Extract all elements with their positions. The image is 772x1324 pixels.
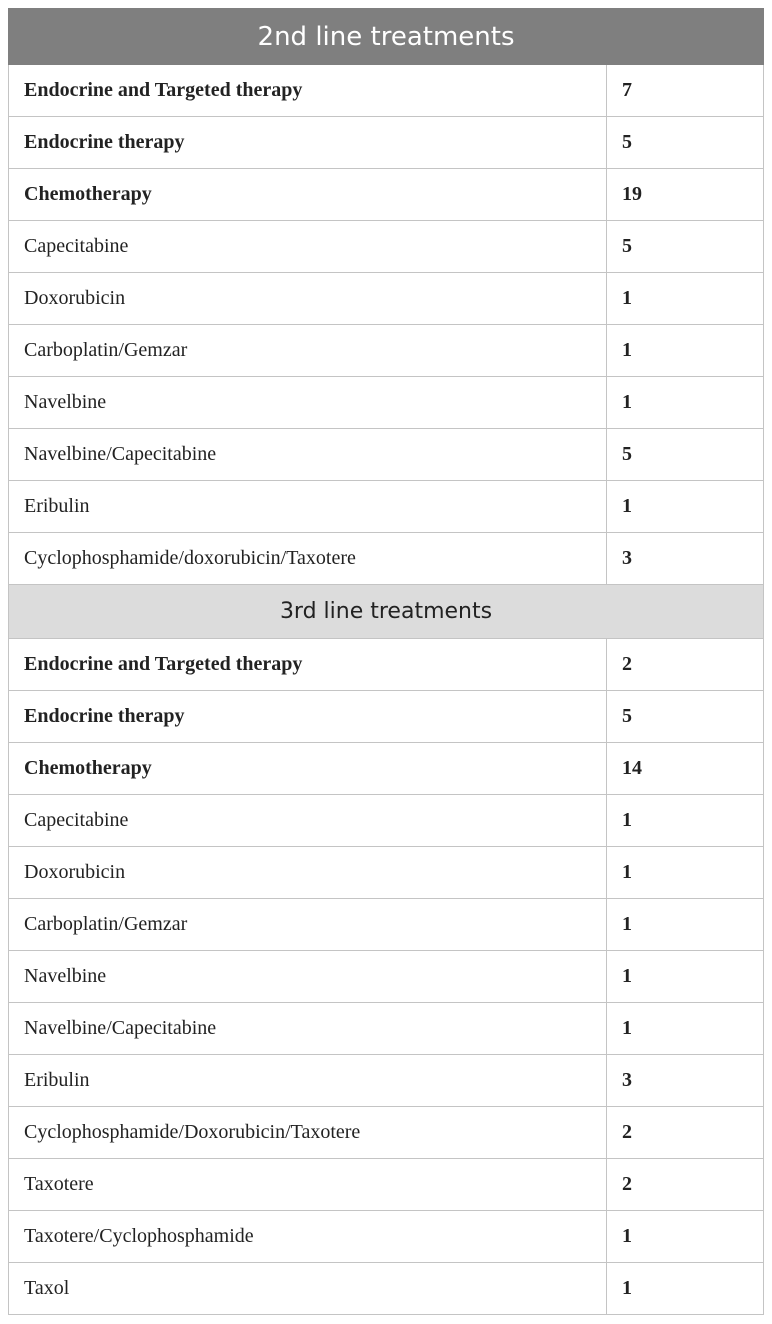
treatment-count: 1 (607, 847, 764, 899)
treatment-label: Navelbine (9, 377, 607, 429)
table-row (9, 847, 764, 899)
table-row (9, 1003, 764, 1055)
treatment-count: 1 (607, 951, 764, 1003)
section-title: 2nd line treatments (9, 9, 764, 65)
table-row (9, 481, 764, 533)
treatment-label: Capecitabine (9, 221, 607, 273)
treatment-count: 2 (607, 1159, 764, 1211)
table-row (9, 1263, 764, 1315)
treatment-label: Capecitabine (9, 795, 607, 847)
section-header-row (9, 9, 764, 65)
treatment-count: 1 (607, 1003, 764, 1055)
treatment-label: Cyclophosphamide/doxorubicin/Taxotere (9, 533, 607, 585)
table-row (9, 1211, 764, 1263)
table-row (9, 273, 764, 325)
treatment-label: Carboplatin/Gemzar (9, 325, 607, 377)
treatment-count: 1 (607, 325, 764, 377)
treatment-label: Taxotere (9, 1159, 607, 1211)
treatment-label: Chemotherapy (9, 169, 607, 221)
section-title: 3rd line treatments (9, 585, 764, 639)
treatment-label: Doxorubicin (9, 273, 607, 325)
treatment-count: 14 (607, 743, 764, 795)
treatment-count: 1 (607, 273, 764, 325)
treatment-count: 1 (607, 899, 764, 951)
treatment-count: 19 (607, 169, 764, 221)
section-header-row (9, 585, 764, 639)
treatment-label: Navelbine/Capecitabine (9, 429, 607, 481)
table-row (9, 117, 764, 169)
table-row (9, 951, 764, 1003)
treatment-count: 1 (607, 1263, 764, 1315)
treatment-label: Navelbine/Capecitabine (9, 1003, 607, 1055)
treatment-label: Eribulin (9, 481, 607, 533)
treatment-label: Endocrine therapy (9, 691, 607, 743)
table-row (9, 1055, 764, 1107)
treatment-count: 2 (607, 1107, 764, 1159)
treatment-label: Doxorubicin (9, 847, 607, 899)
table-row (9, 65, 764, 117)
treatment-count: 1 (607, 377, 764, 429)
table-row (9, 795, 764, 847)
table-row (9, 377, 764, 429)
treatment-count: 5 (607, 221, 764, 273)
treatment-count: 1 (607, 1211, 764, 1263)
treatment-label: Taxotere/Cyclophosphamide (9, 1211, 607, 1263)
treatment-label: Cyclophosphamide/Doxorubicin/Taxotere (9, 1107, 607, 1159)
treatment-count: 1 (607, 481, 764, 533)
treatment-label: Endocrine therapy (9, 117, 607, 169)
treatments-table (8, 8, 764, 1315)
table-row (9, 221, 764, 273)
treatment-count: 5 (607, 691, 764, 743)
treatment-count: 7 (607, 65, 764, 117)
table-row (9, 691, 764, 743)
table-row (9, 1159, 764, 1211)
treatments-table-body (9, 9, 764, 1315)
table-row (9, 899, 764, 951)
treatment-count: 5 (607, 117, 764, 169)
table-row (9, 169, 764, 221)
treatment-count: 3 (607, 1055, 764, 1107)
table-row (9, 743, 764, 795)
treatment-count: 3 (607, 533, 764, 585)
table-row (9, 325, 764, 377)
treatment-count: 5 (607, 429, 764, 481)
table-row (9, 1107, 764, 1159)
treatment-label: Carboplatin/Gemzar (9, 899, 607, 951)
table-row (9, 639, 764, 691)
treatment-label: Navelbine (9, 951, 607, 1003)
treatment-count: 2 (607, 639, 764, 691)
treatment-label: Endocrine and Targeted therapy (9, 65, 607, 117)
treatment-label: Endocrine and Targeted therapy (9, 639, 607, 691)
treatment-label: Chemotherapy (9, 743, 607, 795)
treatment-count: 1 (607, 795, 764, 847)
table-row (9, 429, 764, 481)
table-row (9, 533, 764, 585)
treatment-label: Eribulin (9, 1055, 607, 1107)
treatment-label: Taxol (9, 1263, 607, 1315)
